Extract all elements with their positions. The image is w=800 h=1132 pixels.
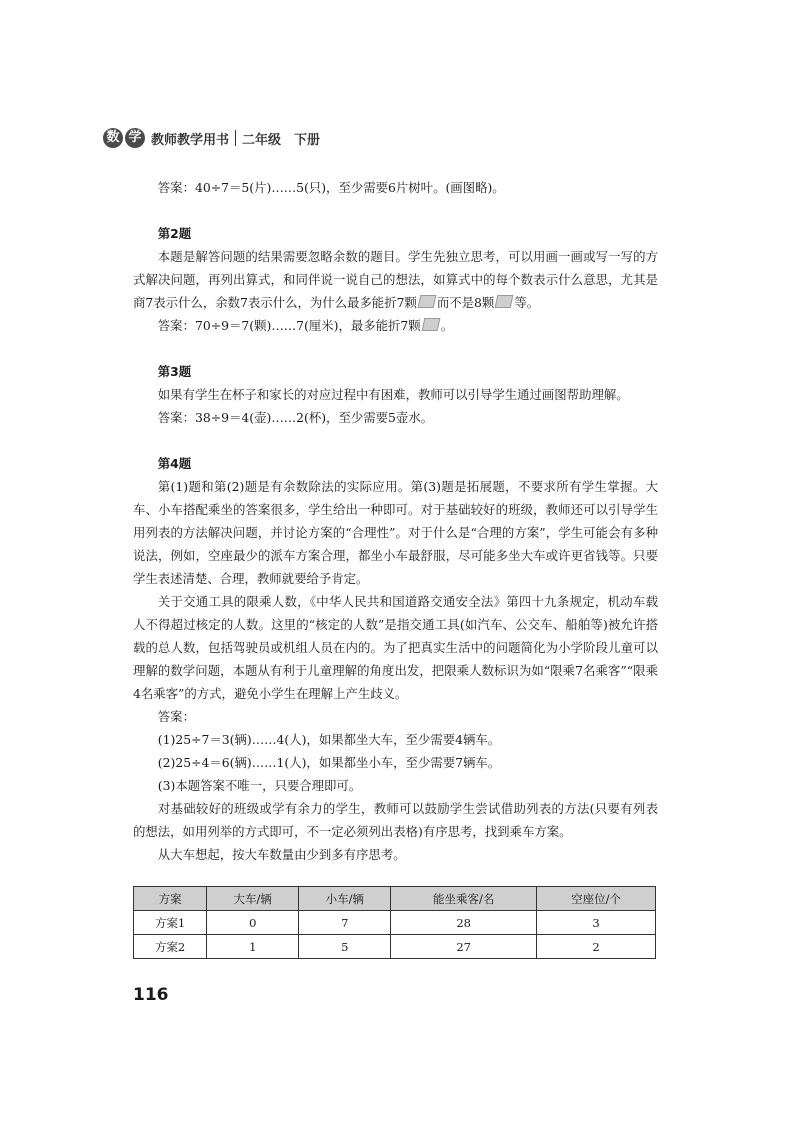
- table-header: 空座位/个: [537, 887, 656, 911]
- paragraph-q2: [133, 245, 658, 314]
- table-header-row: [134, 887, 656, 911]
- answer-q4-1: (1)25÷7＝3(辆)……4(人)，如果都坐大车，至少需要4辆车。: [157, 732, 501, 747]
- table-cell: 0: [207, 911, 299, 935]
- q2-text-b: 而不是8颗: [436, 295, 495, 310]
- table-header: 方案: [134, 887, 207, 911]
- paragraph-q4-c: 对基础较好的班级或学有余力的学生，教师可以鼓励学生尝试借助列表的方法(只要有列表的想法，如用列举的方式即可，不一定必须列出表格)有序思考，找到乘车方案。: [133, 801, 658, 839]
- answer-q3: 答案：38÷9＝4(壶)……2(杯)，至少需要5壶水。: [157, 410, 434, 425]
- heading-q4: 第4题: [157, 456, 192, 471]
- table-cell: 方案1: [134, 911, 207, 935]
- paper-star-icon: [417, 295, 436, 308]
- table-cell: 28: [391, 911, 537, 935]
- answer-q4-2: (2)25÷4＝6(辆)……1(人)，如果都坐小车，至少需要7辆车。: [157, 755, 501, 770]
- answer-q4-3: (3)本题答案不唯一，只要合理即可。: [157, 778, 362, 793]
- answer-q2-text: 答案：70÷9＝7(颗)……7(厘米)，最多能折7颗: [157, 318, 421, 333]
- table-cell: 3: [537, 911, 656, 935]
- table-cell: 2: [537, 935, 656, 959]
- answer-q2-end: 。: [440, 318, 454, 333]
- answer-q2: [133, 314, 658, 337]
- paragraph-q4-b: 关于交通工具的限乘人数，《中华人民共和国道路交通安全法》第四十九条规定，机动车载人不得超过核定的人数。这里的“核定的人数”是指交通工具(如汽车、公交车、船舶等)被允许搭载的总人数，包括驾驶员或机组人员在内的。为了把真实生活中的问题简化为小学阶段儿童可以理解的数学问题，本题从有利于儿童理解的角度出发，把限乘人数标识为如“限乘7名乘客”“限乘4名乘客”的方式，避免小学生在理解上产生歧义。: [133, 594, 658, 701]
- paper-star-icon: [495, 295, 514, 308]
- subject-logo: [103, 128, 145, 148]
- grade-label: 二年级 下册: [242, 132, 321, 148]
- paragraph-q4-a: 第(1)题和第(2)题是有余数除法的实际应用。第(3)题是拓展题，不要求所有学生掌握。大车、小车搭配乘坐的答案很多，学生给出一种即可。对于基础较好的班级，教师还可以引导学生用列表的方法解决问题，并讨论方案的“合理性”。对于什么是“合理的方案”，学生可能会有多种说法，例如，空座最少的派车方案合理，都坐小车最舒服，尽可能多坐大车或许更省钱等。只要学生表述清楚、合理，教师就要给予肯定。: [133, 479, 658, 586]
- answer-q4-label: 答案：: [157, 709, 195, 724]
- q2-text-a: 本题是解答问题的结果需要忽略余数的题目。学生先独立思考，可以用画一画或写一写的方式解决问题，再列出算式，和同伴说一说自己的想法，如算式中的每个数表示什么意思，尤其是商7表示什么，余数7表示什么，为什么最多能折7颗: [133, 249, 658, 310]
- table-cell: 1: [207, 935, 299, 959]
- header-divider: [235, 130, 236, 146]
- table-cell: 5: [299, 935, 391, 959]
- paragraph-q3: 如果有学生在杯子和家长的对应过程中有困难，教师可以引导学生通过画图帮助理解。: [157, 387, 629, 402]
- paper-star-icon: [421, 318, 440, 331]
- table-cell: 27: [391, 935, 537, 959]
- table-header: 小车/辆: [299, 887, 391, 911]
- logo-char-1: 数: [103, 128, 123, 148]
- table-header: 大车/辆: [207, 887, 299, 911]
- book-title: 教师教学用书: [151, 132, 230, 148]
- q2-text-c: 等。: [514, 295, 540, 310]
- logo-char-2: 学: [125, 128, 145, 148]
- page-body: [133, 176, 658, 866]
- table-cell: 方案2: [134, 935, 207, 959]
- answer-previous: 答案：40÷7＝5(片)……5(只)，至少需要6片树叶。(画图略)。: [157, 180, 505, 195]
- plan-table: [133, 886, 656, 959]
- table-header: 能坐乘客/名: [391, 887, 537, 911]
- heading-q2: 第2题: [157, 226, 192, 241]
- table-cell: 7: [299, 911, 391, 935]
- paragraph-q4-d: 从大车想起，按大车数量由少到多有序思考。: [157, 847, 406, 862]
- table-row: [134, 935, 656, 959]
- running-header: [103, 127, 320, 149]
- table-row: [134, 911, 656, 935]
- heading-q3: 第3题: [157, 364, 192, 379]
- page-number: 116: [133, 985, 169, 1005]
